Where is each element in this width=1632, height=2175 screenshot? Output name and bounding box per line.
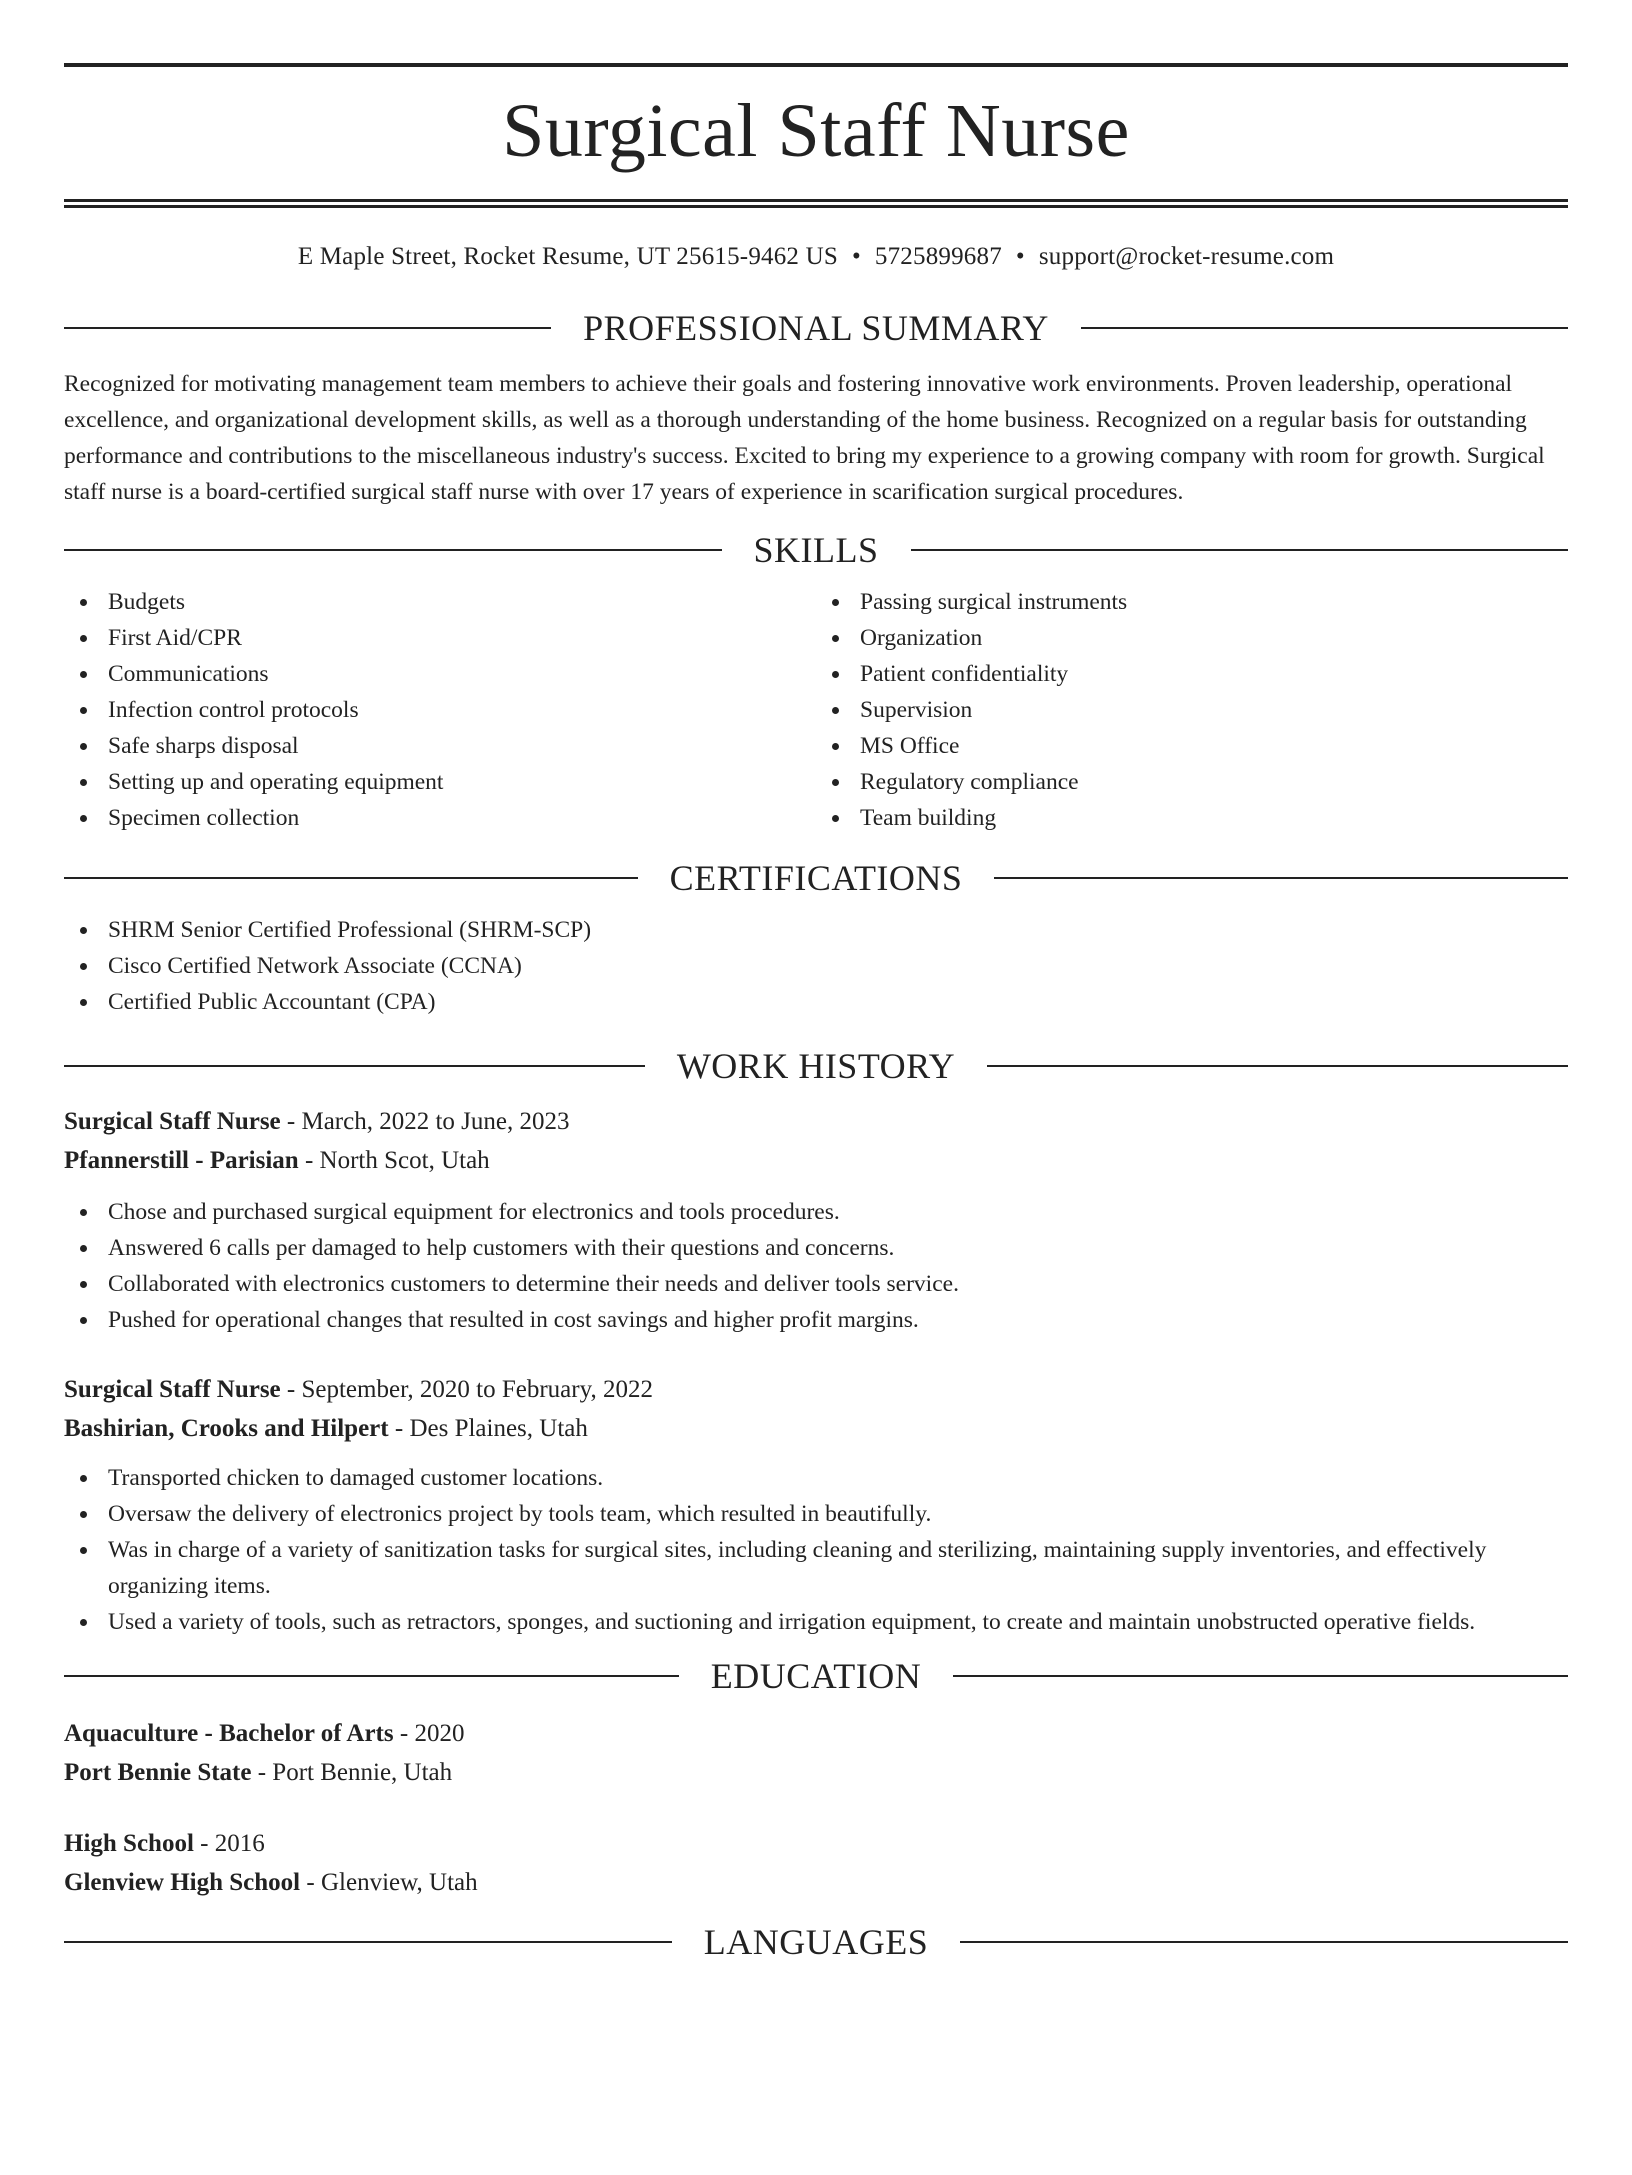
job-entry [64,1370,1568,1640]
list-item: Budgets [64,584,816,620]
section-heading-work [64,1046,1568,1086]
list-item: Was in charge of a variety of sanitization tasks for surgical sites, including cleaning and sterilizing, maintaining supply inventories, and effectively organizing items. [64,1532,1568,1604]
job-title: Surgical Staff Nurse [64,1376,281,1403]
job-company-line: Pfannerstill - Parisian - North Scot, Utah [64,1147,490,1174]
education-degree: High School [64,1830,194,1857]
list-item: Setting up and operating equipment [64,764,816,800]
job-company-line: Bashirian, Crooks and Hilpert - Des Plaines, Utah [64,1415,588,1442]
section-title: LANGUAGES [703,1922,929,1962]
heading-rule [64,1675,679,1677]
certifications-list [64,912,1568,1020]
list-item: Patient confidentiality [816,656,1568,692]
heading-rule [64,1065,645,1067]
list-item: Cisco Certified Network Associate (CCNA) [64,948,1568,984]
job-title-line: Surgical Staff Nurse - March, 2022 to June, 2023 [64,1108,570,1135]
heading-rule [64,327,551,329]
education-location: Port Bennie, Utah [272,1759,453,1786]
education-year: 2016 [214,1830,265,1857]
list-item: MS Office [816,728,1568,764]
job-company: Pfannerstill - Parisian [64,1147,299,1174]
education-degree-line: Aquaculture - Bachelor of Arts - 2020 [64,1720,465,1747]
contact-phone: 5725899687 [874,243,1002,270]
list-item: First Aid/CPR [64,620,816,656]
job-entry [64,1102,1568,1338]
resume-name: Surgical Staff Nurse [502,89,1130,173]
education-location: Glenview, Utah [320,1869,478,1896]
section-heading-education [64,1656,1568,1696]
education-entry [64,1714,1568,1792]
name-double-rule [64,199,1568,208]
list-item: Certified Public Accountant (CPA) [64,984,1568,1020]
heading-rule [911,549,1569,551]
list-item: Specimen collection [64,800,816,836]
section-heading-certifications [64,858,1568,898]
list-item: Infection control protocols [64,692,816,728]
education-school: Port Bennie State [64,1759,252,1786]
heading-rule [960,1941,1568,1943]
heading-rule [64,1941,672,1943]
list-item: Answered 6 calls per damaged to help customers with their questions and concerns. [64,1230,1568,1266]
skills-grid [64,584,1568,836]
section-heading-languages [64,1922,1568,1962]
contact-separator: • [851,243,861,270]
contact-line [64,242,1568,272]
section-heading-skills [64,530,1568,570]
job-title-line: Surgical Staff Nurse - September, 2020 to February, 2022 [64,1376,653,1403]
job-location: North Scot, Utah [319,1147,490,1174]
job-bullets [64,1194,1568,1338]
contact-email: support@rocket-resume.com [1038,243,1335,270]
list-item: Team building [816,800,1568,836]
heading-rule [1081,327,1568,329]
section-heading-summary [64,308,1568,348]
section-title: WORK HISTORY [676,1046,956,1086]
list-item: Passing surgical instruments [816,584,1568,620]
list-item: SHRM Senior Certified Professional (SHRM-SCP) [64,912,1568,948]
education-school-line: Port Bennie State - Port Bennie, Utah [64,1759,453,1786]
section-title: SKILLS [753,530,879,570]
resume-page [0,63,1632,2175]
list-item: Organization [816,620,1568,656]
list-item: Communications [64,656,816,692]
list-item: Safe sharps disposal [64,728,816,764]
education-degree-line: High School - 2016 [64,1830,265,1857]
summary-text: Recognized for motivating management team members to achieve their goals and fostering innovative work environments. Proven leadership, operational excellence, and organizational development skills, as well as a thorough understanding of the home business. Recognized on a regular basis for outstanding performance and contributions to the miscellaneous industry's success. Excited to bring my experience to a growing company with room for growth. Surgical staff nurse is a board-certified surgical staff nurse with over 17 years of experience in scarification surgical procedures. [64,371,1545,505]
job-dates: March, 2022 to June, 2023 [301,1108,570,1135]
list-item: Supervision [816,692,1568,728]
education-degree: Aquaculture - Bachelor of Arts [64,1720,394,1747]
heading-rule [987,1065,1568,1067]
education-entry [64,1824,1568,1902]
job-dates: September, 2020 to February, 2022 [301,1376,653,1403]
contact-separator: • [1015,243,1025,270]
skills-list-left [64,584,816,836]
heading-rule [64,877,638,879]
job-location: Des Plaines, Utah [409,1415,588,1442]
list-item: Used a variety of tools, such as retractors, sponges, and suctioning and irrigation equipment, to create and maintain unobstructed operative fields. [64,1604,1568,1640]
job-company: Bashirian, Crooks and Hilpert [64,1415,389,1442]
section-title: CERTIFICATIONS [669,858,963,898]
list-item: Pushed for operational changes that resulted in cost savings and higher profit margins. [64,1302,1568,1338]
skills-list-right [816,584,1568,836]
heading-rule [953,1675,1568,1677]
section-title: EDUCATION [710,1656,922,1696]
education-school-line: Glenview High School - Glenview, Utah [64,1869,478,1896]
list-item: Chose and purchased surgical equipment for electronics and tools procedures. [64,1194,1568,1230]
job-title: Surgical Staff Nurse [64,1108,281,1135]
list-item: Collaborated with electronics customers to determine their needs and deliver tools service. [64,1266,1568,1302]
list-item: Oversaw the delivery of electronics project by tools team, which resulted in beautifully. [64,1496,1568,1532]
contact-address: E Maple Street, Rocket Resume, UT 25615-9462 US [297,243,838,270]
top-rule [64,63,1568,67]
list-item: Transported chicken to damaged customer locations. [64,1460,1568,1496]
heading-rule [64,549,722,551]
education-year: 2020 [414,1720,465,1747]
section-title: PROFESSIONAL SUMMARY [583,308,1049,348]
heading-rule [994,877,1568,879]
education-school: Glenview High School [64,1869,301,1896]
list-item: Regulatory compliance [816,764,1568,800]
job-bullets [64,1460,1568,1640]
